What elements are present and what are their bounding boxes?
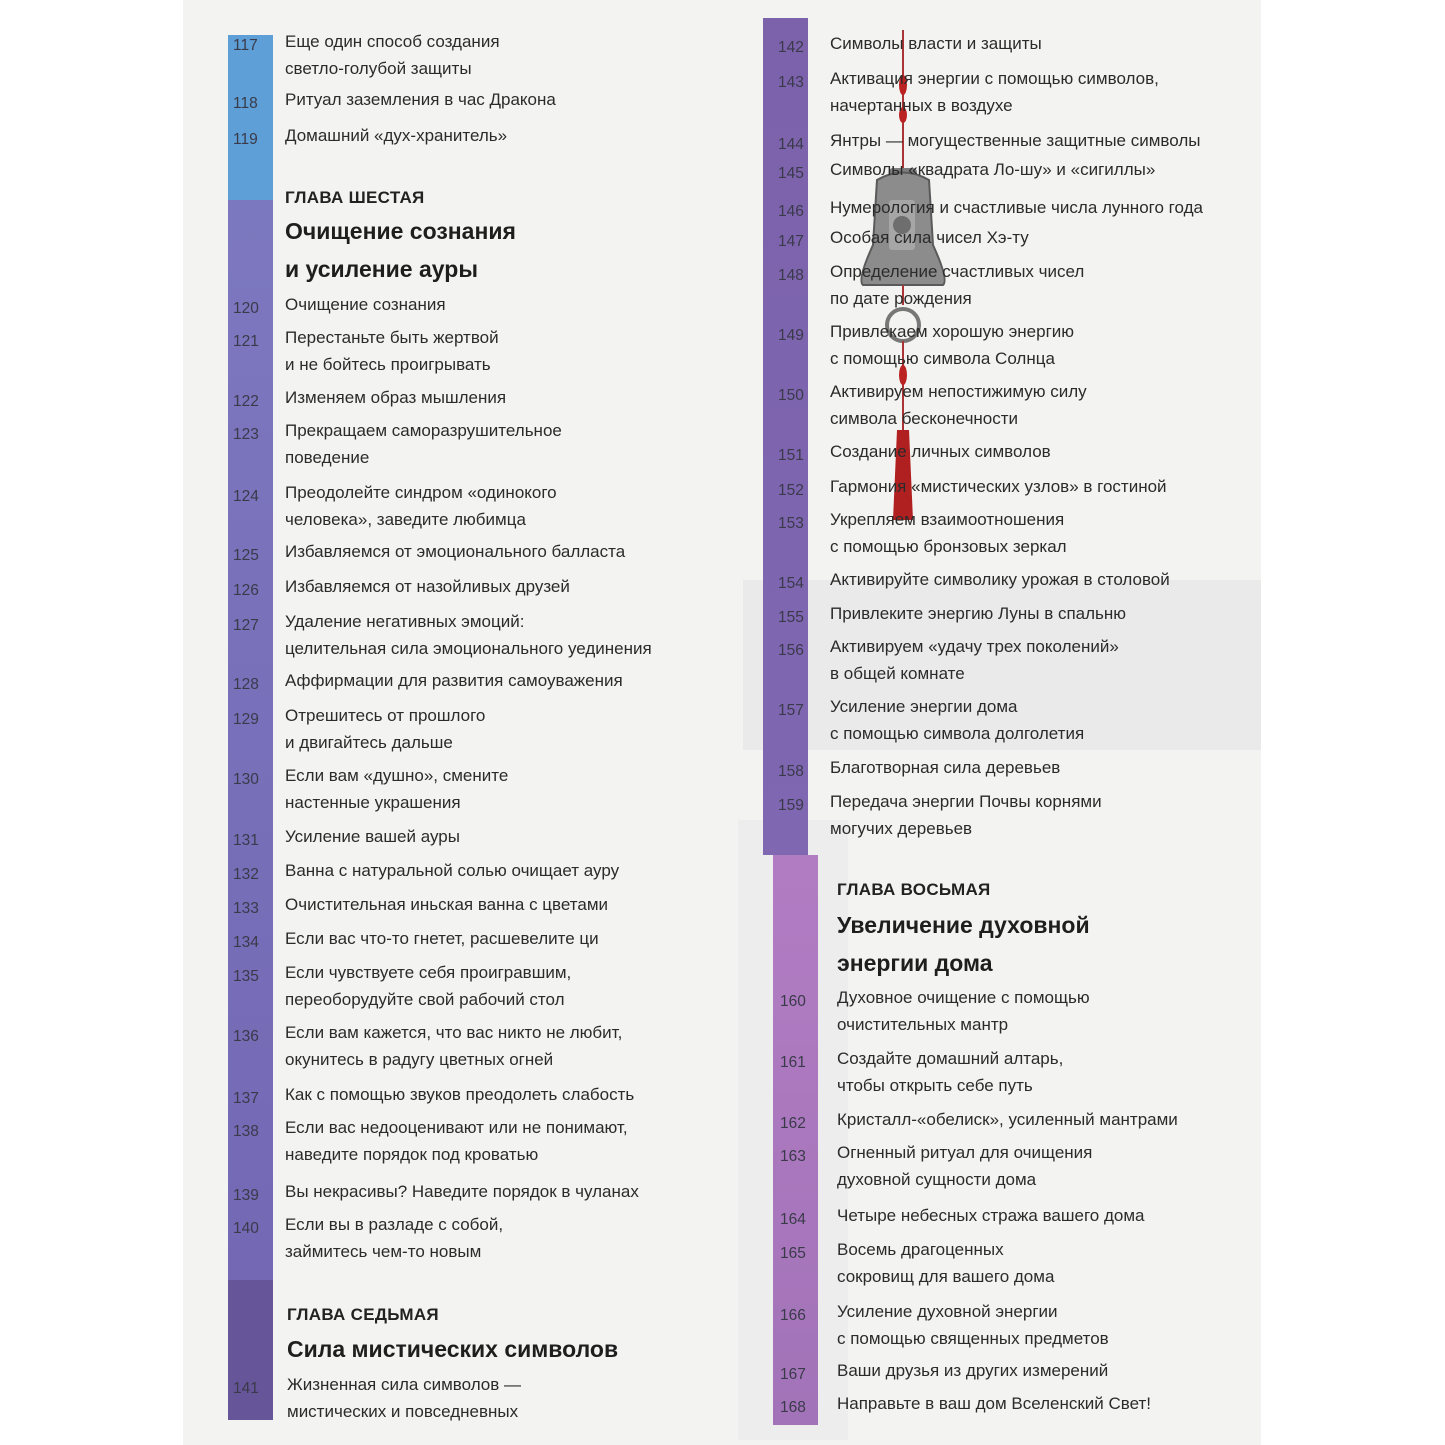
toc-page-number: 148 — [778, 267, 804, 284]
toc-entry-text: Кристалл-«обелиск», усиленный мантрами — [837, 1110, 1178, 1129]
stripe-purple-dark — [228, 1280, 273, 1420]
toc-entry-text: мистических и повседневных — [287, 1402, 519, 1421]
toc-entry-text: Усиление духовной энергии — [837, 1302, 1058, 1321]
toc-entry-text: начертанных в воздухе — [830, 96, 1013, 115]
toc-entry-text: Благотворная сила деревьев — [830, 758, 1061, 777]
toc-entry-text: Нумерология и счастливые числа лунного года — [830, 198, 1203, 217]
stripe-violet — [773, 855, 818, 1425]
toc-page-number: 119 — [233, 131, 258, 148]
chapter-label: ГЛАВА ВОСЬМАЯ — [837, 880, 991, 899]
toc-entry-text: Очищение сознания — [285, 295, 446, 314]
toc-page-number: 157 — [778, 702, 804, 719]
toc-page-number: 149 — [778, 327, 804, 344]
toc-entry-text: целительная сила эмоционального уединения — [285, 639, 652, 658]
toc-page-number: 137 — [233, 1090, 259, 1107]
toc-entry-text: с помощью священных предметов — [837, 1329, 1109, 1348]
toc-entry-text: Прекращаем саморазрушительное — [285, 421, 562, 440]
toc-entry-text: Если вам кажется, что вас никто не любит, — [285, 1023, 623, 1042]
toc-entry-text: Создание личных символов — [830, 442, 1051, 461]
toc-page-number: 152 — [778, 482, 804, 499]
toc-page-number: 156 — [778, 642, 804, 659]
toc-page-number: 158 — [778, 763, 804, 780]
toc-page-number: 153 — [778, 515, 804, 532]
toc-entry-text: наведите порядок под кроватью — [285, 1145, 539, 1164]
stripe-purple — [228, 200, 273, 1280]
toc-page-number: 129 — [233, 711, 259, 728]
chapter-title: Увеличение духовной — [837, 912, 1090, 938]
toc-entry-text: Если вас недооценивают или не понимают, — [285, 1118, 628, 1137]
toc-entry-text: Гармония «мистических узлов» в гостиной — [830, 477, 1167, 496]
toc-entry-text: Ритуал заземления в час Дракона — [285, 90, 556, 109]
toc-entry-text: Усиление энергии дома — [830, 697, 1018, 716]
toc-page-number: 132 — [233, 866, 259, 883]
toc-entry-text: Ваши друзья из других измерений — [837, 1361, 1109, 1380]
toc-page-number: 126 — [233, 582, 259, 599]
book-page — [183, 0, 1261, 1445]
toc-entry-text: Активируем непостижимую силу — [830, 382, 1087, 401]
toc-page-number: 124 — [233, 488, 259, 505]
toc-page-number: 144 — [778, 136, 804, 153]
toc-entry-text: Янтры — могущественные защитные символы — [830, 131, 1201, 150]
toc-entry-text: Определение счастливых чисел — [830, 262, 1085, 281]
toc-page-number: 122 — [233, 393, 259, 410]
toc-page-number: 117 — [233, 37, 258, 54]
toc-entry-text: Жизненная сила символов — — [287, 1375, 522, 1394]
toc-page-number: 140 — [233, 1220, 259, 1237]
toc-entry-text: Передача энергии Почвы корнями — [830, 792, 1102, 811]
toc-entry-text: Еще один способ создания — [285, 32, 500, 51]
toc-page-number: 165 — [780, 1245, 806, 1262]
toc-entry-text: по дате рождения — [830, 289, 972, 308]
toc-entry-text: Символы власти и защиты — [830, 34, 1042, 53]
toc-page-number: 147 — [778, 233, 804, 250]
toc-entry-text: переоборудуйте свой рабочий стол — [285, 990, 565, 1009]
toc-page-number: 146 — [778, 203, 804, 220]
toc-entry-text: окунитесь в радугу цветных огней — [285, 1050, 554, 1069]
toc-page-number: 164 — [780, 1211, 806, 1228]
toc-entry-text: Создайте домашний алтарь, — [837, 1049, 1064, 1068]
toc-entry-text: Избавляемся от назойливых друзей — [285, 577, 570, 596]
toc-entry-text: Если чувствуете себя проигравшим, — [285, 963, 572, 982]
toc-entry-text: Восемь драгоценных — [837, 1240, 1004, 1259]
toc-entry-text: Духовное очищение с помощью — [837, 988, 1090, 1007]
toc-entry-text: человека», заведите любимца — [285, 510, 526, 529]
toc-entry-text: Активируем «удачу трех поколений» — [830, 637, 1119, 656]
toc-entry-text: в общей комнате — [830, 664, 965, 683]
toc-page-number: 134 — [233, 934, 259, 951]
toc-page-number: 142 — [778, 39, 804, 56]
toc-page-number: 154 — [778, 575, 804, 592]
toc-entry-text: Очистительная иньская ванна с цветами — [285, 895, 608, 914]
toc-entry-text: Привлеките энергию Луны в спальню — [830, 604, 1127, 623]
toc-entry-text: Удаление негативных эмоций: — [285, 612, 525, 631]
toc-entry-text: Если вас что-то гнетет, расшевелите ци — [285, 929, 599, 948]
toc-entry-text: Преодолейте синдром «одинокого — [285, 483, 557, 502]
toc-page-number: 139 — [233, 1187, 259, 1204]
toc-entry-text: Огненный ритуал для очищения — [837, 1143, 1093, 1162]
toc-entry-text: и не бойтесь проигрывать — [285, 355, 491, 374]
toc-entry-text: Активируйте символику урожая в столовой — [830, 570, 1170, 589]
chapter-label: ГЛАВА ШЕСТАЯ — [285, 188, 425, 207]
toc-entry-text: Укрепляем взаимоотношения — [830, 510, 1065, 529]
toc-page-number: 138 — [233, 1123, 259, 1140]
toc-entry-text: Аффирмации для развития самоуважения — [285, 671, 623, 690]
toc-page-number: 166 — [780, 1307, 806, 1324]
toc-page-number: 167 — [780, 1366, 806, 1383]
toc-entry-text: могучих деревьев — [830, 819, 973, 838]
toc-page-number: 160 — [780, 993, 806, 1010]
toc-page-number: 136 — [233, 1028, 259, 1045]
toc-entry-text: поведение — [285, 448, 370, 467]
toc-entry-text: Если вам «душно», смените — [285, 766, 509, 785]
toc-page-number: 133 — [233, 900, 259, 917]
toc-entry-text: символа бесконечности — [830, 409, 1019, 428]
chapter-title: Очищение сознания — [285, 218, 516, 244]
toc-entry-text: и двигайтесь дальше — [285, 733, 453, 752]
toc-page-number: 143 — [778, 74, 804, 91]
toc-entry-text: светло-голубой защиты — [285, 59, 472, 78]
toc-entry-text: Перестаньте быть жертвой — [285, 328, 499, 347]
toc-page-number: 120 — [233, 300, 259, 317]
toc-entry-text: Вы некрасивы? Наведите порядок в чуланах — [285, 1182, 639, 1201]
toc-entry-text: Усиление вашей ауры — [285, 827, 460, 846]
toc-entry-text: очистительных мантр — [837, 1015, 1009, 1034]
toc-page-number: 151 — [778, 447, 804, 464]
toc-entry-text: Символы «квадрата Ло-шу» и «сигиллы» — [830, 160, 1156, 179]
toc-entry-text: Ванна с натуральной солью очищает ауру — [285, 861, 620, 880]
toc-entry-text: Особая сила чисел Хэ-ту — [830, 228, 1029, 247]
chapter-title: Сила мистических символов — [287, 1336, 619, 1362]
toc-entry-text: духовной сущности дома — [837, 1170, 1037, 1189]
toc-entry-text: Направьте в ваш дом Вселенский Свет! — [837, 1394, 1152, 1413]
toc-entry-text: с помощью символа долголетия — [830, 724, 1085, 743]
chapter-title: энергии дома — [837, 950, 993, 976]
toc-page-number: 159 — [778, 797, 804, 814]
toc-page-number: 118 — [233, 95, 258, 112]
toc-entry-text: займитесь чем-то новым — [285, 1242, 482, 1261]
toc-page-number: 145 — [778, 165, 804, 182]
toc-entry-text: Домашний «дух-хранитель» — [285, 126, 508, 145]
toc-entry-text: Четыре небесных стража вашего дома — [837, 1206, 1145, 1225]
toc-page-number: 123 — [233, 426, 259, 443]
toc-page-number: 121 — [233, 333, 259, 350]
toc-entry-text: Изменяем образ мышления — [285, 388, 507, 407]
toc-page-number: 161 — [780, 1054, 806, 1071]
toc-entry-text: Отрешитесь от прошлого — [285, 706, 486, 725]
toc-page-number: 155 — [778, 609, 804, 626]
toc-entry-text: Если вы в разладе с собой, — [285, 1215, 504, 1234]
toc-page-number: 128 — [233, 676, 259, 693]
toc-entry-text: с помощью бронзовых зеркал — [830, 537, 1067, 556]
toc-page-number: 141 — [233, 1380, 259, 1397]
toc-page-number: 135 — [233, 968, 259, 985]
toc-page-number: 125 — [233, 547, 259, 564]
toc-entry-text: настенные украшения — [285, 793, 461, 812]
toc-entry-text: с помощью символа Солнца — [830, 349, 1055, 368]
toc-page-number: 131 — [233, 832, 259, 849]
chapter-label: ГЛАВА СЕДЬМАЯ — [287, 1305, 439, 1324]
toc-page-number: 127 — [233, 617, 259, 634]
toc-page-number: 163 — [780, 1148, 806, 1165]
toc-entry-text: Привлекаем хорошую энергию — [830, 322, 1075, 341]
toc-page-number: 168 — [780, 1399, 806, 1416]
toc-page-number: 162 — [780, 1115, 806, 1132]
toc-entry-text: Активация энергии с помощью символов, — [830, 69, 1159, 88]
stripe-blue — [228, 35, 273, 200]
toc-entry-text: Как с помощью звуков преодолеть слабость — [285, 1085, 635, 1104]
toc-page-number: 130 — [233, 771, 259, 788]
toc-entry-text: чтобы открыть себе путь — [837, 1076, 1033, 1095]
chapter-title: и усиление ауры — [285, 256, 478, 282]
toc-entry-text: Избавляемся от эмоционального балласта — [285, 542, 626, 561]
toc-entry-text: сокровищ для вашего дома — [837, 1267, 1055, 1286]
toc-page-number: 150 — [778, 387, 804, 404]
